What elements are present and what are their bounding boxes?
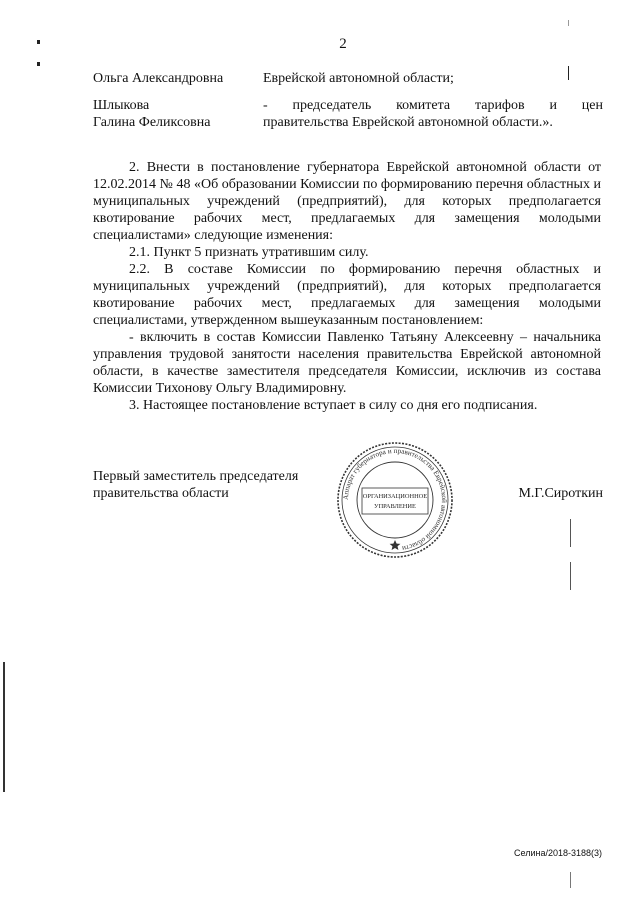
member-row — [93, 97, 603, 131]
scan-speck — [37, 62, 40, 66]
scan-speck — [37, 40, 40, 44]
member-row — [93, 70, 603, 87]
commission-members-list — [93, 70, 603, 141]
official-stamp — [335, 440, 455, 560]
scan-line — [570, 519, 571, 547]
document-reference: Селина/2018-3188(3) — [513, 848, 602, 858]
stamp-star-icon — [390, 540, 401, 550]
paragraph-2-1: 2.1. Пункт 5 признать утратившим силу. — [129, 245, 369, 260]
resolution-body — [93, 159, 601, 414]
paragraph-amendment: 2. Внести в постановление губернатора Еврейской автономной области от 12.02.2014 № 48 «Об образовании Комиссии по формированию перечня областных и муниципальных учреждений (предприятий), для которых предполагается квотирование рабочих мест, предлагаемых для замещения молодыми специалистами» следующие изменения: — [93, 160, 601, 243]
paragraph-effective: 3. Настоящее постановление вступает в силу со дня его подписания. — [129, 398, 538, 413]
scan-line — [568, 20, 569, 26]
signatory-position: Первый заместитель председателя правительства области — [93, 469, 299, 501]
scan-line — [570, 562, 571, 590]
member-role — [263, 97, 603, 131]
scan-line — [3, 662, 5, 792]
member-role-line: - председатель комитета тарифов и цен — [263, 98, 603, 113]
paragraph-include-member: - включить в состав Комиссии Павленко Татьяну Алексеевну – начальника управления трудовой занятости населения правительства Еврейской автономной области, в качестве заместителя председателя Комиссии, исключив из состава Комиссии Тихонову Ольгу Владимировну. — [93, 330, 601, 396]
stamp-center-line: УПРАВЛЕНИЕ — [374, 503, 416, 510]
page-number: 2 — [339, 36, 347, 52]
paragraph-2-2: 2.2. В составе Комиссии по формированию перечня областных и муниципальных учреждений (предприятий), для которых предполагается квотирование рабочих мест, предлагаемых для замещения молодыми специалистами, утвержденном вышеуказанным постановлением: — [93, 262, 601, 328]
stamp-ring-text: Аппарат губернатора и правительства Еврейской автономной области — [341, 446, 449, 553]
scan-line — [570, 872, 571, 888]
member-role: Еврейской автономной области; — [263, 71, 454, 86]
signatory-name: М.Г.Сироткин — [518, 486, 603, 501]
member-name: Шлыкова Галина Феликсовна — [93, 98, 211, 130]
stamp-center-line: ОРГАНИЗАЦИОННОЕ — [362, 493, 428, 500]
scan-line — [568, 66, 569, 80]
member-role-line: правительства Еврейской автономной области.». — [263, 115, 553, 130]
member-name: Ольга Александровна — [93, 71, 224, 86]
